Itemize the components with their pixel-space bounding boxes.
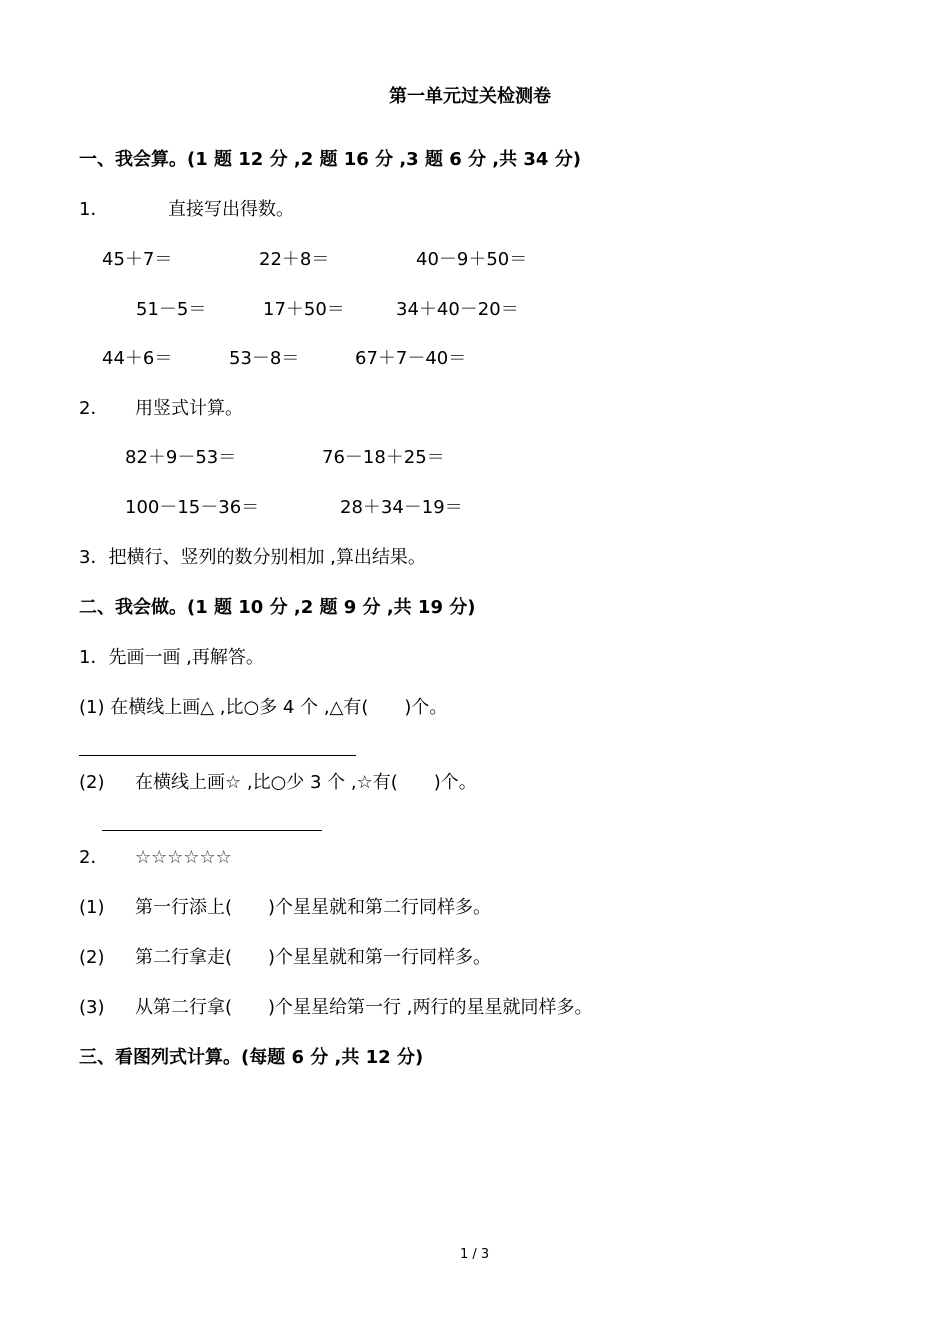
s2-q1-text: 1．先画一画 ,再解答。: [79, 647, 264, 668]
section-3-heading: 三、看图列式计算。(每题 6 分 ,共 12 分): [79, 1047, 424, 1068]
page-title: 第一单元过关检测卷: [389, 86, 551, 107]
section-1-heading: 一、我会算。(1 题 12 分 ,2 题 16 分 ,3 题 6 分 ,共 34 分): [79, 149, 581, 170]
q2-instruction: 用竖式计算。: [135, 398, 243, 419]
star-row: ☆☆☆☆☆☆: [135, 847, 232, 868]
q2-number: 2．: [79, 398, 109, 419]
q3-text: 3．把横行、竖列的数分别相加 ,算出结果。: [79, 547, 426, 568]
section-2-heading: 二、我会做。(1 题 10 分 ,2 题 9 分 ,共 19 分): [79, 597, 476, 618]
equation: 51－5＝: [136, 299, 207, 320]
q1-number: 1．: [79, 199, 109, 220]
equation: 76－18＋25＝: [322, 447, 445, 468]
s2-q2-part-number: (1): [79, 897, 105, 918]
s2-q2-number: 2．: [79, 847, 109, 868]
equation: 100－15－36＝: [125, 497, 260, 518]
s2-q1-part2-text: 在横线上画☆ ,比○少 3 个 ,☆有( )个。: [135, 772, 477, 793]
equation: 34＋40－20＝: [396, 299, 519, 320]
equation: 82＋9－53＝: [125, 447, 237, 468]
s2-q2-part-text: 从第二行拿( )个星星给第一行 ,两行的星星就同样多。: [135, 997, 593, 1018]
q1-instruction: 直接写出得数。: [168, 199, 294, 220]
equation: 67＋7－40＝: [355, 348, 467, 369]
s2-q1-part2-number: (2): [79, 772, 105, 793]
answer-line: [79, 755, 356, 756]
equation: 45＋7＝: [102, 249, 173, 270]
page-number: 1 / 3: [460, 1247, 490, 1262]
equation: 44＋6＝: [102, 348, 173, 369]
equation: 40－9＋50＝: [416, 249, 528, 270]
s2-q2-part-text: 第一行添上( )个星星就和第二行同样多。: [135, 897, 492, 918]
equation: 28＋34－19＝: [340, 497, 463, 518]
equation: 17＋50＝: [263, 299, 345, 320]
s2-q2-part-number: (2): [79, 947, 105, 968]
s2-q2-part-text: 第二行拿走( )个星星就和第一行同样多。: [135, 947, 492, 968]
equation: 53－8＝: [229, 348, 300, 369]
answer-line: [102, 830, 322, 831]
equation: 22＋8＝: [259, 249, 330, 270]
s2-q1-part1: (1) 在横线上画△ ,比○多 4 个 ,△有( )个。: [79, 697, 448, 718]
s2-q2-part-number: (3): [79, 997, 105, 1018]
